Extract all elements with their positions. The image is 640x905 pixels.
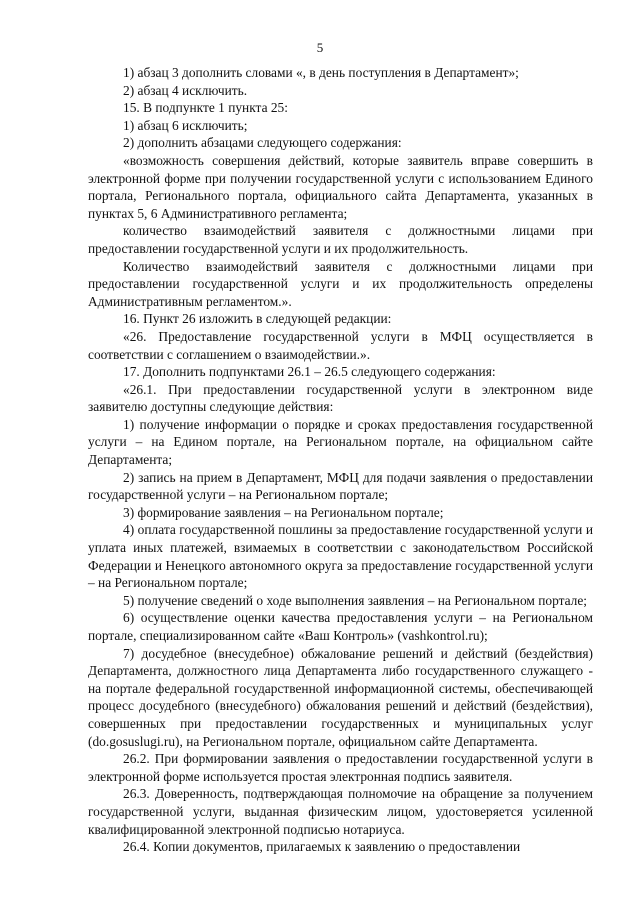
paragraph: 2) абзац 4 исключить. bbox=[123, 82, 248, 98]
paragraph: 17. Дополнить подпунктами 26.1 – 26.5 следующего содержания: bbox=[123, 364, 496, 380]
paragraph: 6) осуществление оценки качества предоставления услуги – на Региональном портале, специализированном сайте «Ваш Контроль» (vashkontrol.ru); bbox=[88, 610, 593, 643]
paragraph: «26. Предоставление государственной услуги в МФЦ осуществляется в соответствии с соглашением о взаимодействии.». bbox=[88, 328, 593, 362]
paragraph: 2) дополнить абзацами следующего содержания: bbox=[123, 135, 402, 151]
paragraph: 4) оплата государственной пошлины за предоставление государственной услуги и уплата иных платежей, взимаемых в соответствии с законодательством Российской Федерации и Ненецкого автономного округа за предоставление государственной услуги – на Региональном портале; bbox=[88, 522, 593, 591]
paragraph: 1) абзац 6 исключить; bbox=[123, 117, 248, 133]
paragraph: 15. В подпункте 1 пункта 25: bbox=[123, 100, 288, 116]
paragraph: «возможность совершения действий, которые заявитель вправе совершить в электронной форме при получении государственной услуги с использованием Единого портала, Регионального портала, официального сайта Департамента, указанных в пунктах 5, 6 Административного регламента; bbox=[88, 152, 593, 221]
paragraph: 2) запись на прием в Департамент, МФЦ для подачи заявления о предоставлении государственной услуги – на Региональном портале; bbox=[88, 469, 593, 503]
paragraph: 7) досудебное (внесудебное) обжалование решений и действий (бездействия) Департамента, должностного лица Департамента либо государственного служащего - на портале федеральной государственной информационной системы, обеспечивающей процесс досудебного (внесудебного) обжалования решений и действий (бездействия), совершенных при предоставлении государственных и муниципальных услуг (do.gosuslugi.ru), на Региональном портале, официальном сайте Департамента. bbox=[88, 645, 593, 749]
paragraph: 26.2. При формировании заявления о предоставлении государственной услуги в электронной форме используется простая электронная подпись заявителя. bbox=[88, 751, 593, 784]
paragraph: «26.1. При предоставлении государственной услуги в электронном виде заявителю доступны следующие действия: bbox=[88, 381, 593, 415]
paragraph: 3) формирование заявления – на Региональном портале; bbox=[123, 504, 444, 520]
paragraph: 26.4. Копии документов, прилагаемых к заявлению о предоставлении bbox=[123, 839, 521, 855]
paragraph: 5) получение сведений о ходе выполнения заявления – на Региональном портале; bbox=[123, 592, 588, 608]
paragraph: 26.3. Доверенность, подтверждающая полномочие на обращение за получением государственной услуги, выданная физическим лицом, удостоверяется усиленной квалифицированной электронной подписью нотариуса. bbox=[88, 786, 593, 837]
paragraph: 16. Пункт 26 изложить в следующей редакции: bbox=[123, 311, 392, 327]
paragraph: количество взаимодействий заявителя с должностными лицами при предоставлении государственной услуги и их продолжительность. bbox=[88, 223, 593, 256]
paragraph: 1) абзац 3 дополнить словами «, в день поступления в Департамент»; bbox=[123, 65, 519, 80]
document-body bbox=[88, 64, 593, 856]
page-number: 5 bbox=[316, 40, 324, 55]
paragraph: Количество взаимодействий заявителя с должностными лицами при предоставлении государственной услуги и их продолжительность определены Административным регламентом.». bbox=[88, 258, 593, 309]
paragraph: 1) получение информации о порядке и сроках предоставления государственной услуги – на Едином портале, на Региональном портале, на официальном сайте Департамента; bbox=[88, 416, 593, 468]
